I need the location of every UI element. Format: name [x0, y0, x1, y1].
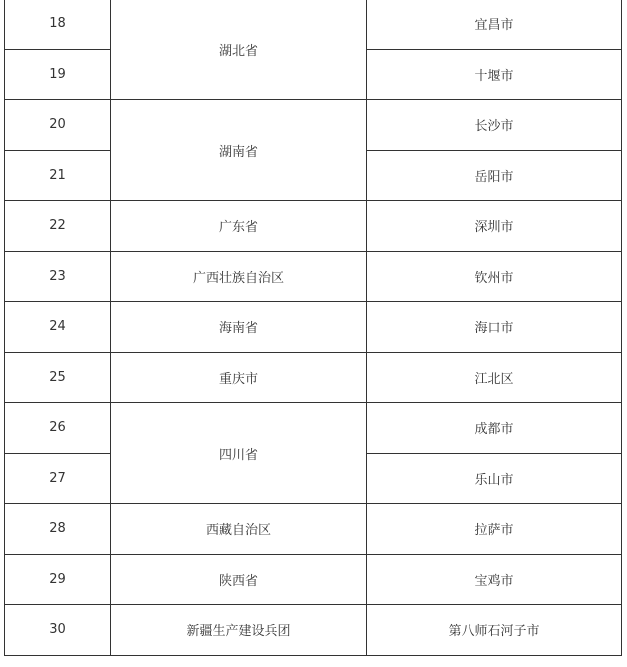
- table-row: [5, 403, 622, 454]
- row-number: 18: [5, 0, 111, 49]
- city-cell: 宜昌市: [367, 0, 622, 49]
- city-table: [4, 0, 622, 656]
- row-number: 29: [5, 554, 111, 605]
- table-row: [5, 352, 622, 403]
- province-cell: 四川省: [111, 403, 367, 504]
- row-number: 27: [5, 453, 111, 504]
- table-row: [5, 605, 622, 656]
- table-row: [5, 554, 622, 605]
- table-row: [5, 302, 622, 353]
- city-cell: 长沙市: [367, 100, 622, 151]
- row-number: 20: [5, 100, 111, 151]
- city-cell: 钦州市: [367, 251, 622, 302]
- row-number: 30: [5, 605, 111, 656]
- table-row: [5, 504, 622, 555]
- city-cell: 第八师石河子市: [367, 605, 622, 656]
- table-row: [5, 251, 622, 302]
- province-cell: 广东省: [111, 201, 367, 252]
- table-row: [5, 0, 622, 49]
- province-cell: 广西壮族自治区: [111, 251, 367, 302]
- table-row: [5, 100, 622, 151]
- city-cell: 成都市: [367, 403, 622, 454]
- city-cell: 乐山市: [367, 453, 622, 504]
- province-cell: 重庆市: [111, 352, 367, 403]
- city-cell: 十堰市: [367, 49, 622, 100]
- city-cell: 江北区: [367, 352, 622, 403]
- row-number: 25: [5, 352, 111, 403]
- row-number: 28: [5, 504, 111, 555]
- province-cell: 新疆生产建设兵团: [111, 605, 367, 656]
- province-cell: 湖北省: [111, 0, 367, 100]
- row-number: 22: [5, 201, 111, 252]
- province-cell: 西藏自治区: [111, 504, 367, 555]
- row-number: 26: [5, 403, 111, 454]
- province-cell: 陕西省: [111, 554, 367, 605]
- city-cell: 拉萨市: [367, 504, 622, 555]
- city-cell: 岳阳市: [367, 150, 622, 201]
- row-number: 23: [5, 251, 111, 302]
- table-row: [5, 201, 622, 252]
- province-cell: 湖南省: [111, 100, 367, 201]
- row-number: 24: [5, 302, 111, 353]
- row-number: 19: [5, 49, 111, 100]
- city-cell: 宝鸡市: [367, 554, 622, 605]
- city-cell: 深圳市: [367, 201, 622, 252]
- row-number: 21: [5, 150, 111, 201]
- province-cell: 海南省: [111, 302, 367, 353]
- city-cell: 海口市: [367, 302, 622, 353]
